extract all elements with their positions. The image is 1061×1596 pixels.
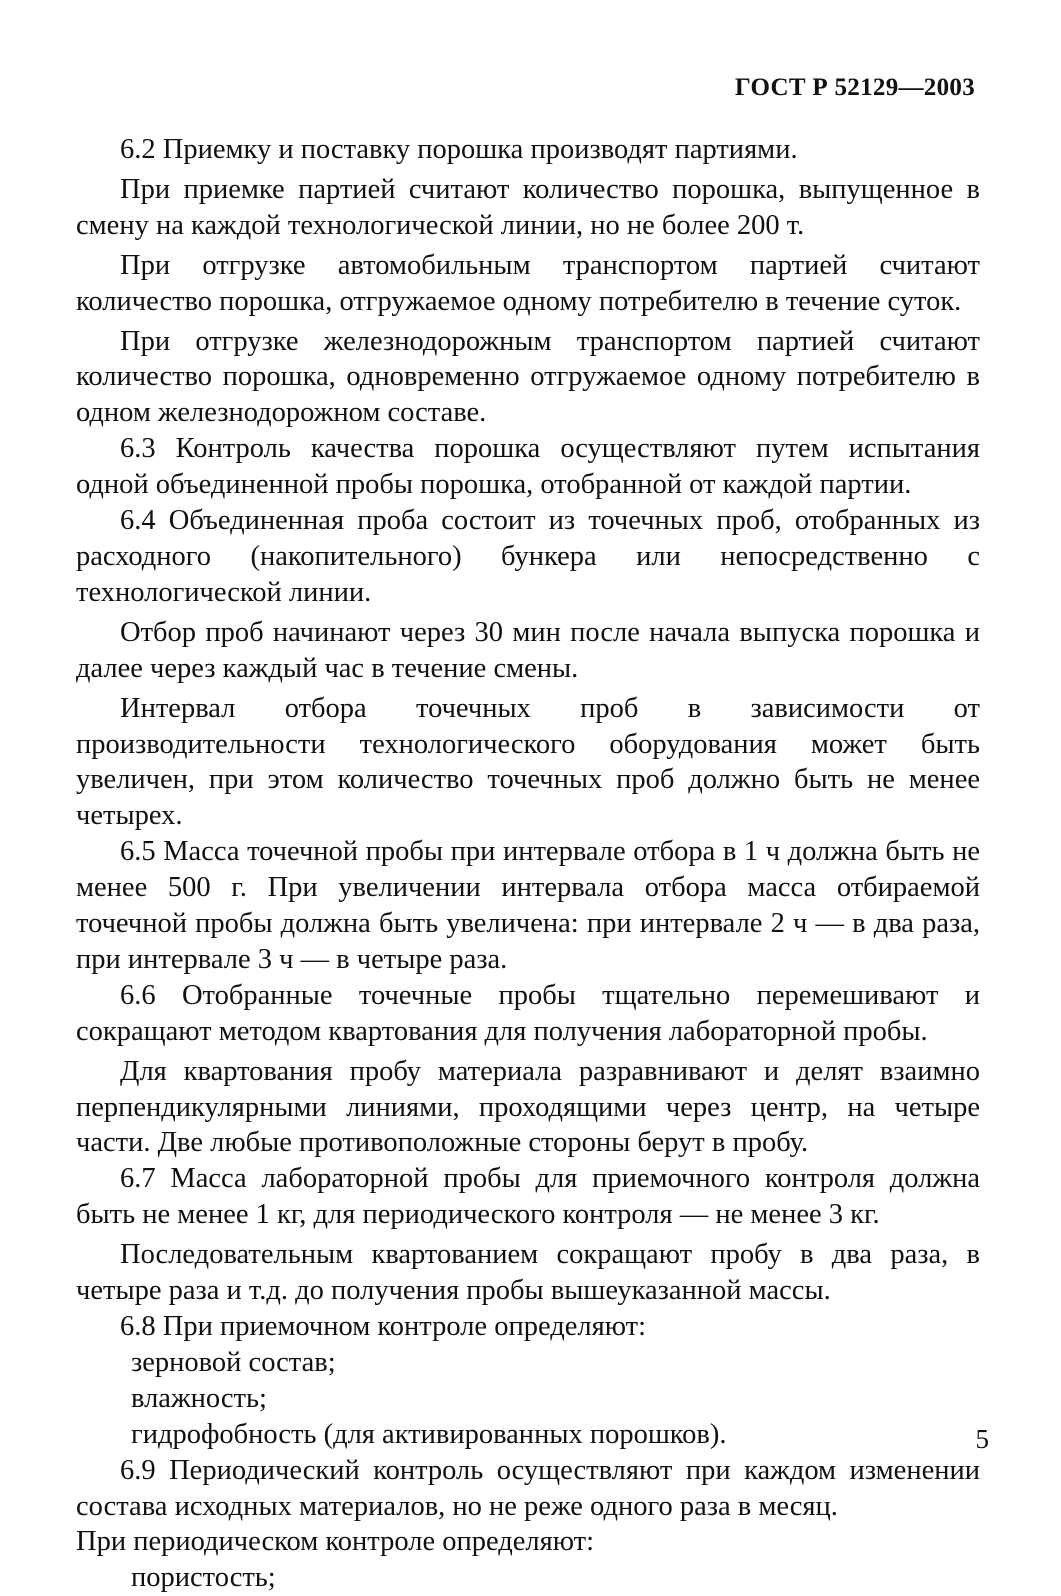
document-code-header: ГОСТ Р 52129—2003 bbox=[734, 74, 975, 101]
paragraph-6-8: 6.8 При приемочном контроле определяют: bbox=[120, 1311, 646, 1342]
paragraph-sampling-start: Отбор проб начинают через 30 мин после начала выпуска порошка и далее через каждый час в течение смены. bbox=[76, 616, 980, 684]
document-body bbox=[76, 132, 980, 1596]
paragraph-6-7: 6.7 Масса лабораторной пробы для приемочного контроля должна быть не менее 1 кг, для периодического контроля — не менее 3 кг. bbox=[76, 1163, 980, 1231]
paragraph-periodic-control: При периодическом контроле определяют: bbox=[76, 1526, 595, 1558]
paragraph-6-2: 6.2 Приемку и поставку порошка производят партиями. bbox=[120, 134, 798, 165]
page-number: 5 bbox=[975, 1424, 989, 1454]
list-item-porosity: пористость; bbox=[131, 1562, 276, 1594]
paragraph-6-6: 6.6 Отобранные точечные пробы тщательно перемешивают и сокращают методом квартования для получения лабораторной пробы. bbox=[76, 979, 980, 1047]
paragraph-6-9: 6.9 Периодический контроль осуществляют при каждом изменении состава исходных материалов, но не реже одного раза в месяц. bbox=[76, 1454, 980, 1522]
list-item-grain-composition: зерновой состав; bbox=[131, 1346, 336, 1378]
paragraph-sequential-quartering: Последовательным квартованием сокращают пробу в два раза, в четыре раза и т.д. до получения пробы вышеуказанной массы. bbox=[76, 1239, 980, 1307]
paragraph-road-transport: При отгрузке автомобильным транспортом партией считают количество порошка, отгружаемое одному потребителю в течение суток. bbox=[76, 249, 980, 317]
paragraph-6-4: 6.4 Объединенная проба состоит из точечных проб, отобранных из расходного (накопительного) бункера или непосредственно с технологической линии. bbox=[76, 505, 980, 608]
paragraph-quartering: Для квартования пробу материала разравнивают и делят взаимно перпендикулярными линиями, проходящими через центр, на четыре части. Две любые противоположные стороны берут в пробу. bbox=[76, 1055, 980, 1159]
paragraph-lot-definition: При приемке партией считают количество порошка, выпущенное в смену на каждой технологической линии, но не более 200 т. bbox=[76, 173, 980, 241]
paragraph-rail-transport: При отгрузке железнодорожным транспортом партией считают количество порошка, одновременно отгружаемое одному потребителю в одном железнодорожном составе. bbox=[76, 325, 980, 429]
paragraph-6-3: 6.3 Контроль качества порошка осуществляют путем испытания одной объединенной пробы порошка, отобранной от каждой партии. bbox=[76, 433, 980, 501]
list-item-hydrophobicity: гидрофобность (для активированных порошков). bbox=[131, 1418, 727, 1450]
paragraph-sampling-interval: Интервал отбора точечных проб в зависимости от производительности технологического оборудования может быть увеличен, при этом количество точечных проб должно быть не менее четырех. bbox=[76, 692, 980, 832]
paragraph-6-5: 6.5 Масса точечной пробы при интервале отбора в 1 ч должна быть не менее 500 г. При увеличении интервала отбора масса отбираемой точечной пробы должна быть увеличена: при интервале 2 ч — в два раза, при интервале 3 ч — в четыре раза. bbox=[76, 836, 980, 975]
list-item-moisture: влажность; bbox=[131, 1382, 267, 1414]
